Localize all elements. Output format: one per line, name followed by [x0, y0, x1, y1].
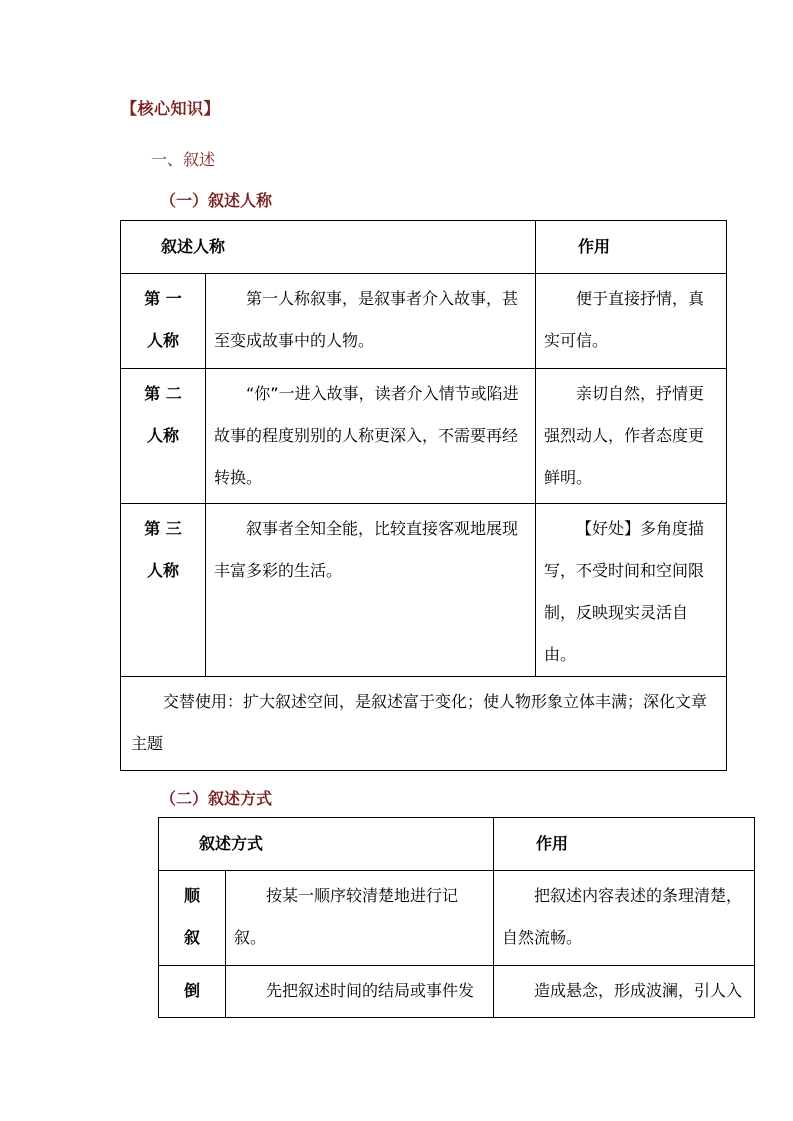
header-label: 作用 [578, 237, 611, 256]
row-effect: 便于直接抒情，真实可信。 [536, 274, 727, 369]
narrative-person-table [120, 220, 727, 771]
narrative-method-heading: （二）叙述方式 [160, 789, 273, 808]
table-row [121, 274, 727, 369]
core-knowledge-heading: 【核心知识】 [121, 99, 221, 118]
row-label-line: 第 三 [144, 519, 182, 538]
row-description: 叙事者全知全能，比较直接客观地展现丰富多彩的生活。 [206, 504, 536, 677]
row-effect: 造成悬念，形成波澜，引人入 [494, 966, 755, 1018]
header-cell-method [159, 818, 494, 871]
row-effect: 把叙述内容表述的条理清楚，自然流畅。 [494, 871, 755, 966]
row-label-second-person [121, 369, 206, 504]
row-label-line: 顺 [183, 886, 200, 905]
narrative-person-heading: （一）叙述人称 [160, 191, 273, 210]
row-description: 先把叙述时间的结局或事件发 [226, 966, 494, 1018]
row-label-chronological [159, 871, 226, 966]
row-label-line: 人称 [146, 561, 179, 580]
row-label-line: 第 二 [144, 384, 182, 403]
header-label: 叙述人称 [161, 237, 226, 256]
table-row [121, 369, 727, 504]
header-label: 作用 [536, 834, 569, 853]
row-description: 按某一顺序较清楚地进行记叙。 [226, 871, 494, 966]
table-row [159, 871, 755, 966]
table-header-row [121, 221, 727, 274]
row-label-third-person [121, 504, 206, 677]
header-label: 叙述方式 [199, 834, 264, 853]
header-cell-effect [536, 221, 727, 274]
row-label-line: 第 一 [144, 289, 182, 308]
header-cell-effect [494, 818, 755, 871]
header-cell-person [121, 221, 536, 274]
row-description: “你”一进入故事，读者介入情节或陷进故事的程度别别的人称更深入，不需要再经转换。 [206, 369, 536, 504]
alternating-use-note: 交替使用：扩大叙述空间，是叙述富于变化；使人物形象立体丰满；深化文章主题 [121, 677, 727, 771]
row-effect: 【好处】多角度描写，不受时间和空间限制，反映现实灵活自由。 [536, 504, 727, 677]
row-label-first-person [121, 274, 206, 369]
row-label-line: 人称 [146, 331, 179, 350]
section-narration-heading: 一、叙述 [151, 150, 216, 169]
table-row [159, 966, 755, 1018]
row-label-line: 人称 [146, 426, 179, 445]
row-effect: 亲切自然，抒情更强烈动人，作者态度更鲜明。 [536, 369, 727, 504]
row-label-line: 叙 [183, 928, 200, 947]
narrative-method-table [158, 817, 755, 1018]
row-label-line: 倒 [183, 981, 200, 1000]
row-description: 第一人称叙事，是叙事者介入故事，甚至变成故事中的人物。 [206, 274, 536, 369]
row-label-flashback [159, 966, 226, 1018]
table-row [121, 504, 727, 677]
table-footer-row [121, 677, 727, 771]
table-header-row [159, 818, 755, 871]
